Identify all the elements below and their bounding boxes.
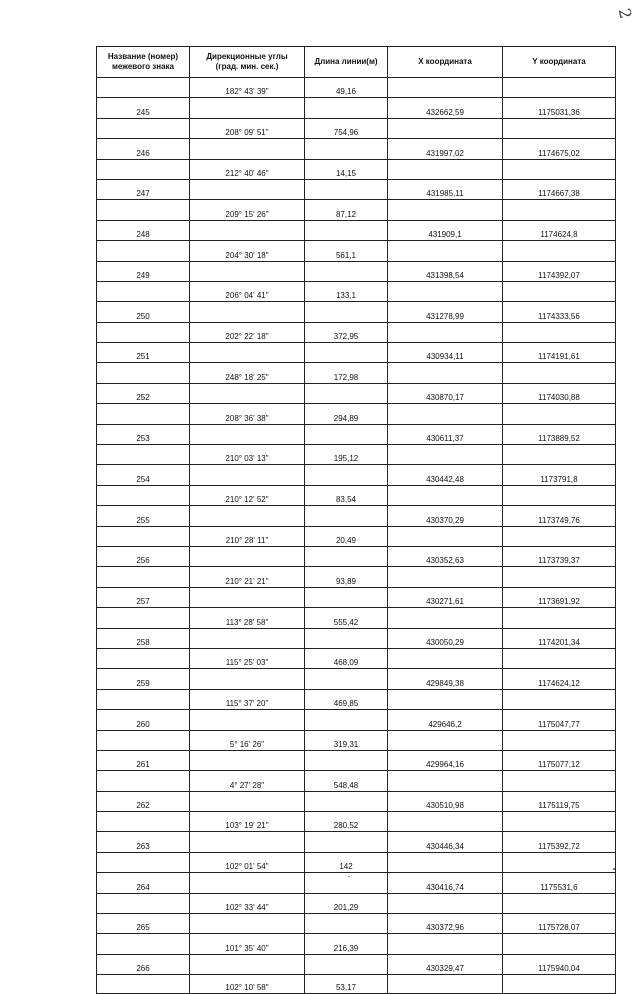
y-coordinate-cell [503, 485, 616, 505]
y-coordinate-cell [503, 322, 616, 342]
bearing-cell: 208° 09' 51" [190, 118, 305, 138]
y-coordinate-cell: 1175119,75 [503, 791, 616, 811]
x-coordinate-cell: 430050,29 [388, 628, 503, 648]
x-coordinate-cell [388, 200, 503, 220]
line-length-cell [305, 383, 388, 403]
line-length-cell [305, 669, 388, 689]
marker-number-cell: 262 [97, 791, 190, 811]
marker-number-cell [97, 934, 190, 954]
y-coordinate-cell [503, 648, 616, 668]
line-length-cell [305, 587, 388, 607]
bearing-cell [190, 302, 305, 322]
marker-number-cell [97, 975, 190, 994]
x-coordinate-cell [388, 322, 503, 342]
line-length-cell: 142 [305, 852, 388, 872]
table-row [97, 934, 616, 954]
marker-number-cell [97, 689, 190, 709]
x-coordinate-cell: 430352,63 [388, 546, 503, 566]
line-length-cell [305, 710, 388, 730]
table-row [97, 914, 616, 934]
table-row [97, 832, 616, 852]
line-length-cell: 548,48 [305, 771, 388, 791]
marker-number-cell [97, 118, 190, 138]
table-row [97, 363, 616, 383]
bearing-cell [190, 628, 305, 648]
marker-number-cell: 260 [97, 710, 190, 730]
line-length-cell: 201,29 [305, 893, 388, 913]
table-row [97, 424, 616, 444]
marker-number-cell [97, 812, 190, 832]
bearing-cell [190, 669, 305, 689]
bearing-cell [190, 220, 305, 240]
table-row [97, 526, 616, 546]
marker-number-cell: 253 [97, 424, 190, 444]
header-marker-name: Название (номер) межевого знака [97, 47, 190, 78]
marker-number-cell [97, 485, 190, 505]
bearing-cell [190, 750, 305, 770]
bearing-cell: 113° 28' 58" [190, 608, 305, 628]
x-coordinate-cell: 429964,16 [388, 750, 503, 770]
y-coordinate-cell [503, 608, 616, 628]
x-coordinate-cell: 431985,11 [388, 179, 503, 199]
line-length-cell: 20,49 [305, 526, 388, 546]
line-length-cell: 319,31 [305, 730, 388, 750]
line-length-cell [305, 302, 388, 322]
table-row [97, 628, 616, 648]
x-coordinate-cell [388, 934, 503, 954]
line-length-cell: 216,39 [305, 934, 388, 954]
line-length-cell [305, 832, 388, 852]
table-row [97, 689, 616, 709]
line-length-cell: 93,89 [305, 567, 388, 587]
marker-number-cell: 258 [97, 628, 190, 648]
y-coordinate-cell: 1173691,92 [503, 587, 616, 607]
x-coordinate-cell [388, 975, 503, 994]
bearing-cell: 208° 36' 38" [190, 404, 305, 424]
x-coordinate-cell: 431997,02 [388, 139, 503, 159]
bearing-cell [190, 546, 305, 566]
line-length-cell [305, 546, 388, 566]
y-coordinate-cell: 1175047,77 [503, 710, 616, 730]
table-row [97, 404, 616, 424]
table-row [97, 241, 616, 261]
x-coordinate-cell: 430329,47 [388, 954, 503, 974]
bearing-cell: 210° 21' 21" [190, 567, 305, 587]
x-coordinate-cell: 431278,99 [388, 302, 503, 322]
bearing-cell: 5° 16' 26" [190, 730, 305, 750]
marker-number-cell [97, 771, 190, 791]
table-row [97, 159, 616, 179]
table-row [97, 302, 616, 322]
x-coordinate-cell [388, 852, 503, 872]
y-coordinate-cell: 1174624,8 [503, 220, 616, 240]
x-coordinate-cell [388, 608, 503, 628]
bearing-cell: 115° 37' 20" [190, 689, 305, 709]
bearing-cell: 212° 40' 46" [190, 159, 305, 179]
y-coordinate-cell: 1173749,76 [503, 506, 616, 526]
line-length-cell: 49,16 [305, 78, 388, 98]
marker-number-cell: 257 [97, 587, 190, 607]
y-coordinate-cell [503, 363, 616, 383]
table-row [97, 587, 616, 607]
bearing-cell: 210° 28' 11" [190, 526, 305, 546]
y-coordinate-cell: 1175031,36 [503, 98, 616, 118]
x-coordinate-cell [388, 404, 503, 424]
bearing-cell: 202° 22' 18" [190, 322, 305, 342]
bearing-cell: 206° 04' 41" [190, 281, 305, 301]
y-coordinate-cell: 1175531,6 [503, 873, 616, 893]
table-row [97, 893, 616, 913]
marker-number-cell [97, 159, 190, 179]
y-coordinate-cell: 1174191,61 [503, 343, 616, 363]
x-coordinate-cell [388, 648, 503, 668]
x-coordinate-cell [388, 363, 503, 383]
bearing-cell [190, 465, 305, 485]
marker-number-cell [97, 241, 190, 261]
x-coordinate-cell: 430370,29 [388, 506, 503, 526]
bearing-cell: 103° 19' 21" [190, 812, 305, 832]
marker-number-cell: 252 [97, 383, 190, 403]
y-coordinate-cell [503, 975, 616, 994]
y-coordinate-cell [503, 934, 616, 954]
table-row [97, 98, 616, 118]
marker-number-cell: 246 [97, 139, 190, 159]
x-coordinate-cell [388, 281, 503, 301]
marker-number-cell [97, 893, 190, 913]
line-length-cell [305, 220, 388, 240]
marker-number-cell: 245 [97, 98, 190, 118]
bearing-cell: 210° 12' 52" [190, 485, 305, 505]
bearing-cell: 210° 03' 13" [190, 445, 305, 465]
y-coordinate-cell: 1174201,34 [503, 628, 616, 648]
y-coordinate-cell: 1173791,8 [503, 465, 616, 485]
marker-number-cell [97, 445, 190, 465]
y-coordinate-cell: 1174624,12 [503, 669, 616, 689]
y-coordinate-cell: 1174392,07 [503, 261, 616, 281]
marker-number-cell: 247 [97, 179, 190, 199]
header-y-coordinate: Y координата [503, 47, 616, 78]
line-length-cell [305, 628, 388, 648]
x-coordinate-cell [388, 159, 503, 179]
header-bearing: Дирекционные углы (град. мин. сек.) [190, 47, 305, 78]
table-row [97, 118, 616, 138]
marker-number-cell: 259 [97, 669, 190, 689]
table-row [97, 383, 616, 403]
x-coordinate-cell: 430446,34 [388, 832, 503, 852]
table-row [97, 852, 616, 872]
table-row [97, 669, 616, 689]
line-length-cell: 555,42 [305, 608, 388, 628]
y-coordinate-cell [503, 852, 616, 872]
y-coordinate-cell: 1174675,02 [503, 139, 616, 159]
line-length-cell [305, 873, 388, 893]
marker-number-cell [97, 730, 190, 750]
table-row [97, 812, 616, 832]
y-coordinate-cell: 1174030,88 [503, 383, 616, 403]
x-coordinate-cell [388, 445, 503, 465]
x-coordinate-cell [388, 485, 503, 505]
y-coordinate-cell [503, 812, 616, 832]
bearing-cell: 102° 01' 54" [190, 852, 305, 872]
line-length-cell: 294,89 [305, 404, 388, 424]
table-row [97, 445, 616, 465]
table-row [97, 465, 616, 485]
bearing-cell [190, 710, 305, 730]
y-coordinate-cell [503, 567, 616, 587]
x-coordinate-cell: 430510,98 [388, 791, 503, 811]
x-coordinate-cell: 430870,17 [388, 383, 503, 403]
table-row [97, 179, 616, 199]
table-row [97, 506, 616, 526]
x-coordinate-cell [388, 526, 503, 546]
line-length-cell: 372,95 [305, 322, 388, 342]
x-coordinate-cell [388, 689, 503, 709]
marker-number-cell: 265 [97, 914, 190, 934]
bearing-cell [190, 179, 305, 199]
marker-number-cell [97, 404, 190, 424]
marker-number-cell [97, 567, 190, 587]
y-coordinate-cell: 1174333,56 [503, 302, 616, 322]
bearing-cell [190, 139, 305, 159]
y-coordinate-cell: 1175392,72 [503, 832, 616, 852]
y-coordinate-cell: 1174667,38 [503, 179, 616, 199]
table-row [97, 485, 616, 505]
x-coordinate-cell: 430372,96 [388, 914, 503, 934]
line-length-cell [305, 179, 388, 199]
y-coordinate-cell: 1175728,07 [503, 914, 616, 934]
line-length-cell: 87,12 [305, 200, 388, 220]
marker-number-cell: 255 [97, 506, 190, 526]
y-coordinate-cell [503, 404, 616, 424]
x-coordinate-cell: 429849,38 [388, 669, 503, 689]
marker-number-cell [97, 648, 190, 668]
line-length-cell [305, 506, 388, 526]
table-row [97, 281, 616, 301]
x-coordinate-cell: 431909,1 [388, 220, 503, 240]
table-row [97, 220, 616, 240]
y-coordinate-cell [503, 771, 616, 791]
y-coordinate-cell [503, 526, 616, 546]
table-row [97, 322, 616, 342]
table-row [97, 750, 616, 770]
marker-number-cell [97, 526, 190, 546]
header-x-coordinate: X координата [388, 47, 503, 78]
x-coordinate-cell: 430416,74 [388, 873, 503, 893]
line-length-cell: 14,15 [305, 159, 388, 179]
y-coordinate-cell [503, 730, 616, 750]
bearing-cell: 102° 33' 44" [190, 893, 305, 913]
line-length-cell: 468,09 [305, 648, 388, 668]
marker-number-cell [97, 363, 190, 383]
table-row [97, 200, 616, 220]
table-row [97, 975, 616, 994]
x-coordinate-cell [388, 567, 503, 587]
line-length-cell [305, 424, 388, 444]
x-coordinate-cell: 432662,59 [388, 98, 503, 118]
line-length-cell: 133,1 [305, 281, 388, 301]
marker-number-cell: 251 [97, 343, 190, 363]
bearing-cell: 115° 25' 03" [190, 648, 305, 668]
y-coordinate-cell: 1173739,37 [503, 546, 616, 566]
marker-number-cell [97, 322, 190, 342]
bearing-cell [190, 343, 305, 363]
bearing-cell [190, 914, 305, 934]
marker-number-cell [97, 78, 190, 98]
line-length-cell [305, 139, 388, 159]
bearing-cell: 209° 15' 26" [190, 200, 305, 220]
bearing-cell [190, 424, 305, 444]
x-coordinate-cell: 430611,37 [388, 424, 503, 444]
marker-number-cell: 266 [97, 954, 190, 974]
table-row [97, 710, 616, 730]
marker-number-cell: 248 [97, 220, 190, 240]
x-coordinate-cell [388, 241, 503, 261]
marker-number-cell: 256 [97, 546, 190, 566]
table-row [97, 546, 616, 566]
table-row [97, 771, 616, 791]
line-length-cell [305, 343, 388, 363]
line-length-cell: 53,17 [305, 975, 388, 994]
table-row [97, 954, 616, 974]
table-row [97, 648, 616, 668]
table-row [97, 608, 616, 628]
marker-number-cell: 250 [97, 302, 190, 322]
x-coordinate-cell: 430271,61 [388, 587, 503, 607]
page-number-mark: 2 [614, 6, 636, 21]
x-coordinate-cell [388, 730, 503, 750]
table-row [97, 261, 616, 281]
line-length-cell [305, 791, 388, 811]
bearing-cell [190, 587, 305, 607]
table-row [97, 78, 616, 98]
table-row [97, 343, 616, 363]
y-coordinate-cell [503, 200, 616, 220]
bearing-cell [190, 98, 305, 118]
line-length-cell [305, 261, 388, 281]
y-coordinate-cell [503, 159, 616, 179]
line-length-cell [305, 465, 388, 485]
x-coordinate-cell: 429646,2 [388, 710, 503, 730]
line-length-cell: 280,52 [305, 812, 388, 832]
y-coordinate-cell [503, 893, 616, 913]
y-coordinate-cell [503, 689, 616, 709]
marker-number-cell [97, 608, 190, 628]
marker-number-cell [97, 281, 190, 301]
bearing-cell: 248° 18' 25" [190, 363, 305, 383]
x-coordinate-cell [388, 812, 503, 832]
table-row [97, 139, 616, 159]
line-length-cell [305, 954, 388, 974]
table-body [97, 78, 616, 994]
bearing-cell: 101° 35' 40" [190, 934, 305, 954]
y-coordinate-cell: 1175940,04 [503, 954, 616, 974]
y-coordinate-cell [503, 445, 616, 465]
y-coordinate-cell: 1173889,52 [503, 424, 616, 444]
line-length-cell [305, 750, 388, 770]
x-coordinate-cell [388, 118, 503, 138]
marker-number-cell: 254 [97, 465, 190, 485]
x-coordinate-cell [388, 78, 503, 98]
marker-number-cell [97, 852, 190, 872]
header-line-length: Длина линии(м) [305, 47, 388, 78]
bearing-cell: 4° 27' 28" [190, 771, 305, 791]
x-coordinate-cell [388, 893, 503, 913]
marker-number-cell: 263 [97, 832, 190, 852]
table-row [97, 873, 616, 893]
table-row [97, 567, 616, 587]
bearing-cell [190, 873, 305, 893]
line-length-cell [305, 914, 388, 934]
bearing-cell [190, 791, 305, 811]
table-row [97, 730, 616, 750]
line-length-cell: 561,1 [305, 241, 388, 261]
bearing-cell [190, 832, 305, 852]
marker-number-cell: 261 [97, 750, 190, 770]
y-coordinate-cell [503, 78, 616, 98]
bearing-cell: 204° 30' 18" [190, 241, 305, 261]
bearing-cell [190, 383, 305, 403]
bearing-cell [190, 954, 305, 974]
boundary-coordinates-table [96, 46, 616, 994]
bearing-cell [190, 261, 305, 281]
line-length-cell [305, 98, 388, 118]
bearing-cell [190, 506, 305, 526]
line-length-cell: 195,12 [305, 445, 388, 465]
line-length-cell: 754,96 [305, 118, 388, 138]
bearing-cell: 102° 10' 58" [190, 975, 305, 994]
marker-number-cell: 264 [97, 873, 190, 893]
x-coordinate-cell [388, 771, 503, 791]
table-header-row [97, 47, 616, 78]
y-coordinate-cell [503, 281, 616, 301]
x-coordinate-cell: 430934,11 [388, 343, 503, 363]
marker-number-cell: 249 [97, 261, 190, 281]
x-coordinate-cell: 430442,48 [388, 465, 503, 485]
line-length-cell: 83,54 [305, 485, 388, 505]
y-coordinate-cell [503, 118, 616, 138]
line-length-cell: 172,98 [305, 363, 388, 383]
y-coordinate-cell: 1175077,12 [503, 750, 616, 770]
bearing-cell: 182° 43' 39" [190, 78, 305, 98]
y-coordinate-cell [503, 241, 616, 261]
table-row [97, 791, 616, 811]
marker-number-cell [97, 200, 190, 220]
x-coordinate-cell: 431398,54 [388, 261, 503, 281]
line-length-cell: 469,85 [305, 689, 388, 709]
